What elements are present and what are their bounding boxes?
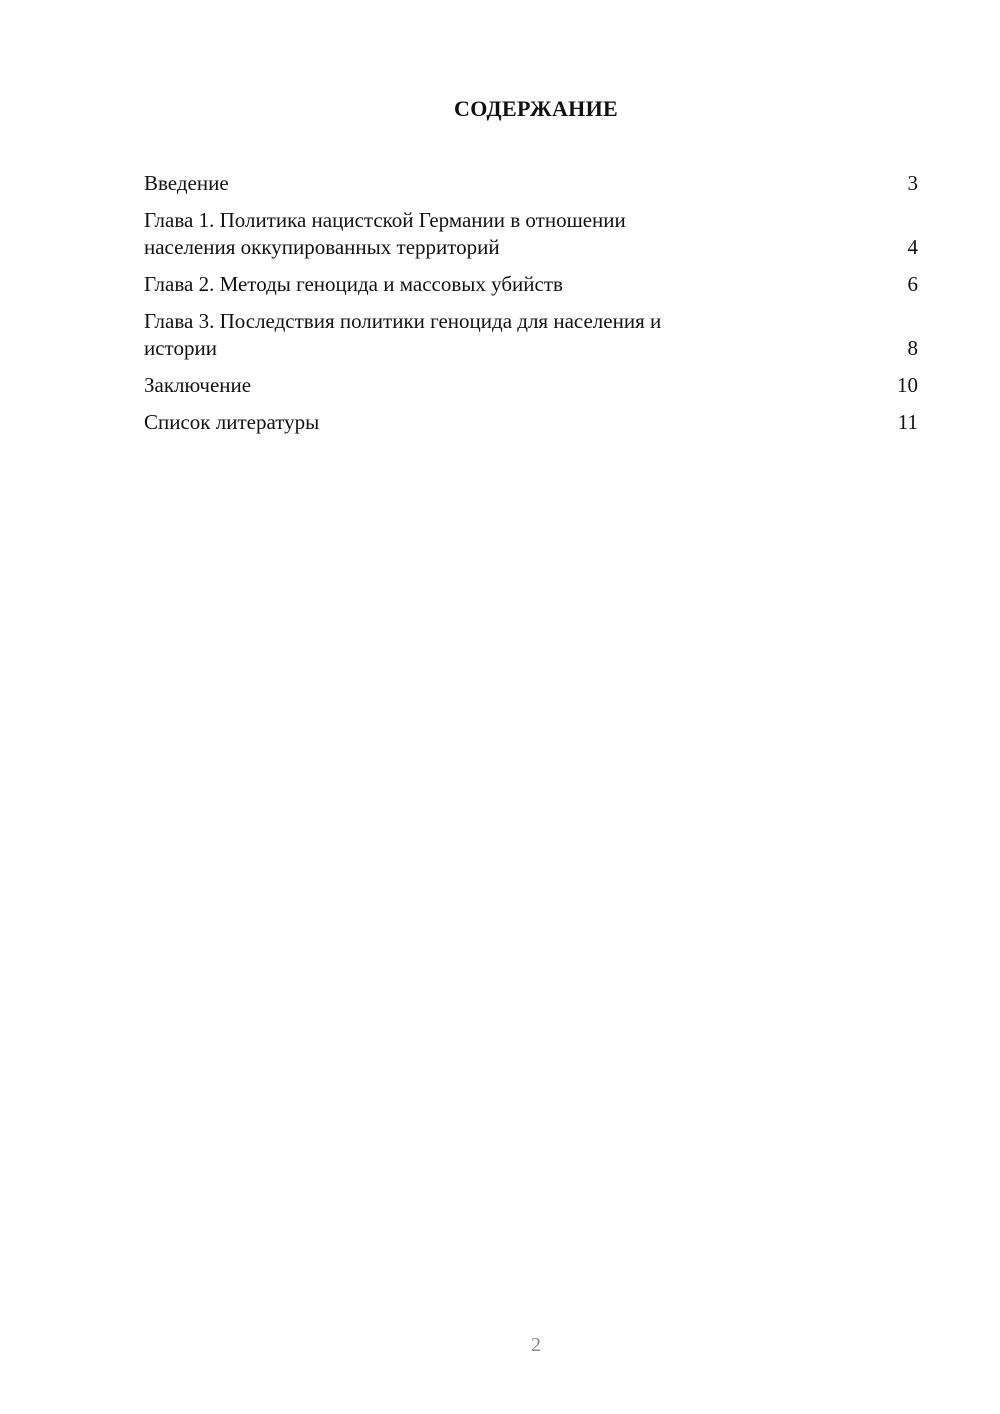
toc-entry-chapter-2 xyxy=(144,271,918,298)
toc-entry-bibliography xyxy=(144,409,918,436)
toc-entry-title: Глава 3. Последствия политики геноцида для населения и истории xyxy=(144,309,662,360)
toc-entry-page: 10 xyxy=(897,373,918,397)
page-title: СОДЕРЖАНИЕ xyxy=(454,96,618,121)
toc-entry-title: Заключение xyxy=(144,373,252,397)
toc-entry-chapter-1 xyxy=(144,207,918,261)
toc-entry-page: 11 xyxy=(897,410,918,434)
toc-entry-title: Глава 2. Методы геноцида и массовых убийств xyxy=(144,272,563,296)
toc-entry-title: Список литературы xyxy=(144,410,320,434)
toc-entry-title: Глава 1. Политика нацистской Германии в отношении населения оккупированных территорий xyxy=(144,208,626,259)
toc-entry-conclusion xyxy=(144,372,918,399)
toc-entry-introduction xyxy=(144,170,918,197)
page-number: 2 xyxy=(531,1334,541,1356)
toc-entry-page: 8 xyxy=(907,336,918,360)
toc-entry-title: Введение xyxy=(144,171,229,195)
toc-entry-page: 6 xyxy=(907,272,918,296)
table-of-contents xyxy=(144,170,918,446)
toc-entry-chapter-3 xyxy=(144,308,918,362)
toc-entry-page: 3 xyxy=(907,171,918,195)
toc-entry-page: 4 xyxy=(907,235,918,259)
